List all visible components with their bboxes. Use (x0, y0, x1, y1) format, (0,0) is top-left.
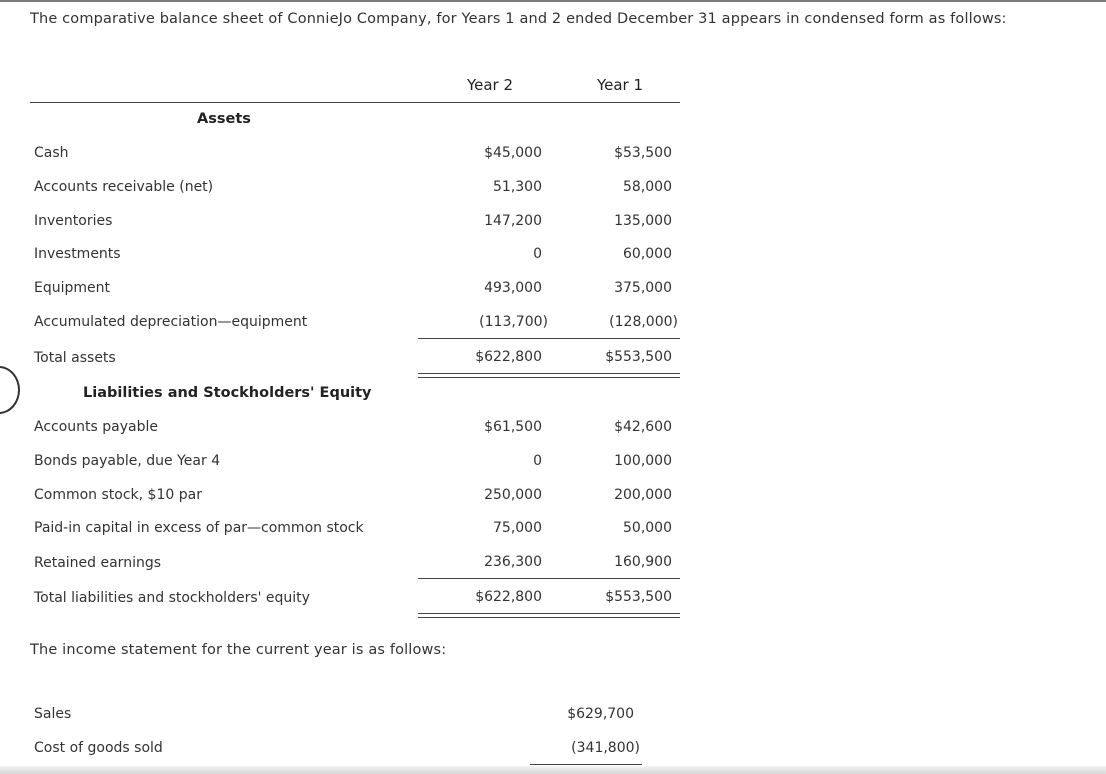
liab-label-bonds-payable: Bonds payable, due Year 4 (34, 453, 221, 469)
column-header-year1: Year 1 (596, 76, 644, 94)
liab-year1-bonds-payable: 100,000 (614, 453, 672, 469)
income-intro-text: The income statement for the current year is as follows: (30, 642, 447, 658)
liab-year2-accounts-payable: $61,500 (484, 419, 542, 435)
asset-year2-inventories: 147,200 (484, 213, 542, 229)
liab-year1-accounts-payable: $42,600 (614, 419, 672, 435)
asset-year1-accum-depreciation: (128,000) (609, 314, 678, 330)
asset-year1-investments: 60,000 (623, 246, 672, 262)
income-label-cogs: Cost of goods sold (34, 740, 163, 756)
income-value-cogs: (341,800) (571, 740, 640, 756)
asset-label-accum-depreciation: Accumulated depreciation—equipment (34, 314, 308, 330)
liabilities-heading: Liabilities and Stockholders' Equity (83, 385, 372, 401)
liab-year2-retained-earnings: 236,300 (484, 554, 542, 570)
liab-year1-common-stock: 200,000 (614, 487, 672, 503)
asset-label-receivables: Accounts receivable (net) (34, 179, 214, 195)
liab-year2-bonds-payable: 0 (533, 453, 542, 469)
asset-year1-cash: $53,500 (614, 145, 672, 161)
intro-text: The comparative balance sheet of ConnieJo Company, for Years 1 and 2 ended December 31 appears in condensed form as follows: (30, 11, 1007, 27)
total-liabilities-double-rule (418, 613, 680, 618)
header-rule (30, 102, 680, 103)
total-liabilities-year2: $622,800 (475, 589, 542, 605)
total-assets-double-rule (418, 373, 680, 378)
asset-year1-receivables: 58,000 (623, 179, 672, 195)
total-assets-year2: $622,800 (475, 349, 542, 365)
assets-heading: Assets (197, 111, 251, 127)
top-border (0, 0, 1106, 2)
scroll-indicator-circle[interactable] (0, 366, 20, 414)
liab-label-retained-earnings: Retained earnings (34, 555, 162, 571)
liab-label-paid-in-capital: Paid-in capital in excess of par—common stock (34, 520, 364, 536)
total-assets-year1: $553,500 (605, 349, 672, 365)
liabilities-subtotal-rule (418, 578, 680, 579)
total-liabilities-label: Total liabilities and stockholders' equity (34, 590, 310, 606)
total-assets-label: Total assets (34, 350, 116, 366)
asset-year2-accum-depreciation: (113,700) (479, 314, 548, 330)
asset-label-cash: Cash (34, 145, 69, 161)
total-liabilities-year1: $553,500 (605, 589, 672, 605)
asset-year2-investments: 0 (533, 246, 542, 262)
asset-year1-equipment: 375,000 (614, 280, 672, 296)
asset-label-investments: Investments (34, 246, 121, 262)
asset-year2-equipment: 493,000 (484, 280, 542, 296)
liab-label-accounts-payable: Accounts payable (34, 419, 158, 435)
liab-year1-retained-earnings: 160,900 (614, 554, 672, 570)
asset-year2-cash: $45,000 (484, 145, 542, 161)
liab-year2-common-stock: 250,000 (484, 487, 542, 503)
income-label-sales: Sales (34, 706, 72, 722)
asset-label-equipment: Equipment (34, 280, 110, 296)
column-header-year2: Year 2 (466, 76, 514, 94)
asset-year1-inventories: 135,000 (614, 213, 672, 229)
assets-subtotal-rule (418, 338, 680, 339)
bottom-scroll-edge (0, 766, 1106, 774)
liab-label-common-stock: Common stock, $10 par (34, 487, 202, 503)
asset-label-inventories: Inventories (34, 213, 113, 229)
liab-year2-paid-in-capital: 75,000 (493, 520, 542, 536)
income-value-sales: $629,700 (567, 706, 634, 722)
asset-year2-receivables: 51,300 (493, 179, 542, 195)
income-subtotal-rule (530, 764, 642, 765)
liab-year1-paid-in-capital: 50,000 (623, 520, 672, 536)
